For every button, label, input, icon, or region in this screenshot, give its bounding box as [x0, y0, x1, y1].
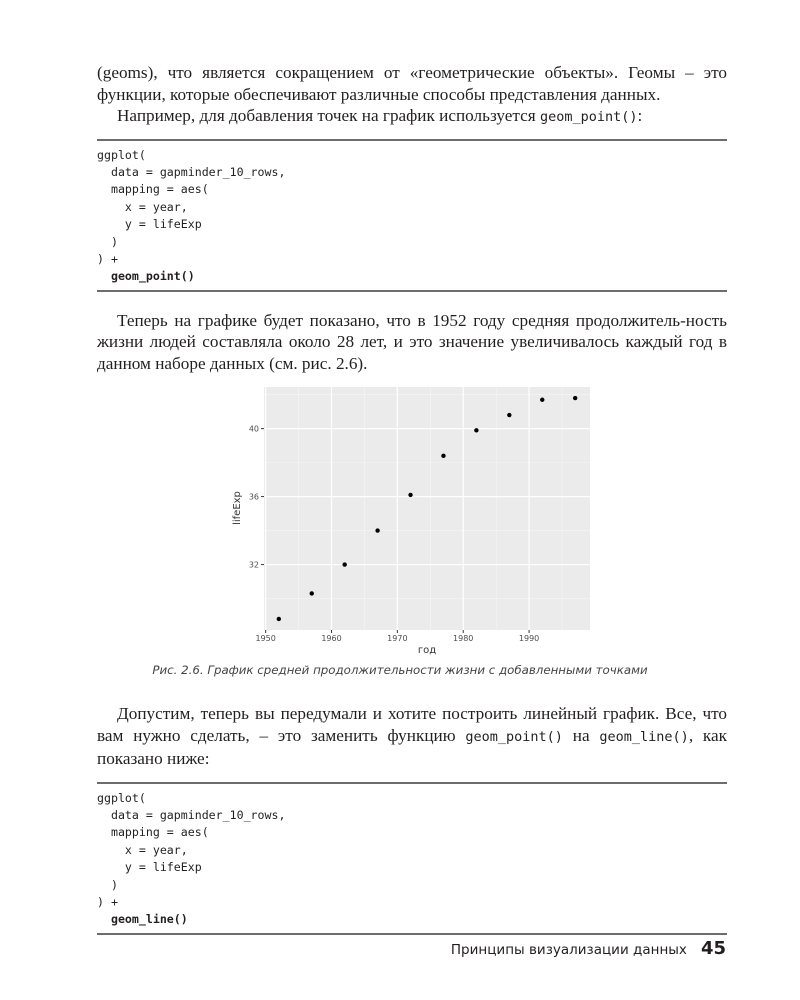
code-line-geom: geom_line() [97, 912, 188, 927]
code-line: data = gapminder_10_rows, [97, 164, 286, 179]
x-tick-label: 1970 [387, 634, 408, 643]
x-tick-label: 1990 [518, 634, 540, 643]
data-point [540, 398, 544, 402]
y-tick-label: 40 [248, 424, 259, 434]
code-line: ggplot( [97, 790, 146, 805]
paragraph-text: Теперь на графике будет показано, что в 1952 году средняя продолжитель-ность жизни людей составляла около 28 лет, и это значение увеличивалось каждый год в данном наборе данных (см. рис. 2.6). [97, 310, 727, 373]
paragraph-text: : [637, 106, 643, 125]
data-point [441, 454, 445, 458]
code-line: data = gapminder_10_rows, [97, 807, 286, 822]
data-point [507, 413, 511, 417]
data-point [277, 617, 281, 621]
page-body [97, 62, 727, 374]
paragraph-geoms-cont [97, 84, 727, 106]
data-point [474, 428, 478, 432]
paragraph-geom-line-intro [97, 703, 727, 770]
paragraph-text: Допустим, теперь вы передумали и хотите построить линейный график. Все, что вам нужно сделать, – это заменить функцию [97, 704, 727, 745]
code-line: ggplot( [97, 147, 146, 162]
page-footer [451, 938, 726, 959]
inline-code: geom_point() [465, 728, 563, 745]
code-line: mapping = aes( [97, 825, 209, 840]
page-body-lower [97, 703, 727, 935]
paragraph-geom-point-intro [97, 105, 727, 129]
inline-code: geom_line() [599, 728, 689, 745]
paragraph-result-description [97, 310, 727, 375]
data-point [375, 528, 379, 532]
code-line: ) + [97, 251, 118, 266]
y-axis-label: lifeExp [232, 491, 243, 525]
code-line: ) [97, 234, 118, 249]
paragraph-geoms [97, 62, 727, 84]
y-tick-label: 36 [248, 492, 259, 502]
page-number: 45 [700, 938, 726, 959]
data-point [408, 493, 412, 497]
paragraph-line: (geoms), что является сокращением от «геометрические объекты». Геомы – это [97, 63, 727, 82]
code-listing [97, 790, 727, 929]
running-title: Принципы визуализации данных [450, 942, 687, 958]
x-tick-label: 1950 [255, 634, 276, 643]
code-line: ) [97, 877, 118, 892]
code-line-geom: geom_point() [97, 269, 195, 284]
paragraph-text: Например, для добавления точек на график используется [117, 106, 540, 125]
y-axis-ticks [249, 425, 264, 570]
data-point [342, 562, 346, 566]
code-block-geom-point [97, 139, 727, 292]
x-tick-label: 1980 [453, 634, 474, 643]
paragraph-text: , как показано ниже: [97, 725, 727, 768]
code-line: y = lifeExp [97, 217, 202, 232]
code-line: ) + [97, 894, 118, 909]
data-point [310, 591, 314, 595]
x-axis-ticks [255, 630, 539, 643]
code-listing [97, 147, 727, 286]
code-line: y = lifeExp [97, 860, 202, 875]
paragraph-text: на [562, 725, 600, 745]
code-line: x = year, [97, 199, 188, 214]
x-tick-label: 1960 [321, 634, 342, 643]
data-point [573, 396, 577, 400]
y-tick-label: 32 [248, 560, 259, 570]
code-line: x = year, [97, 842, 188, 857]
code-line: mapping = aes( [97, 182, 209, 197]
x-axis-label: год [417, 645, 437, 656]
scatter-chart [225, 380, 605, 660]
code-block-geom-line [97, 782, 727, 935]
inline-code: geom_point() [539, 109, 638, 125]
figure-caption: Рис. 2.6. График средней продолжительности жизни с добавленными точками [152, 663, 648, 677]
paragraph-line: функции, которые обеспечивают различные способы представления данных. [97, 84, 661, 104]
